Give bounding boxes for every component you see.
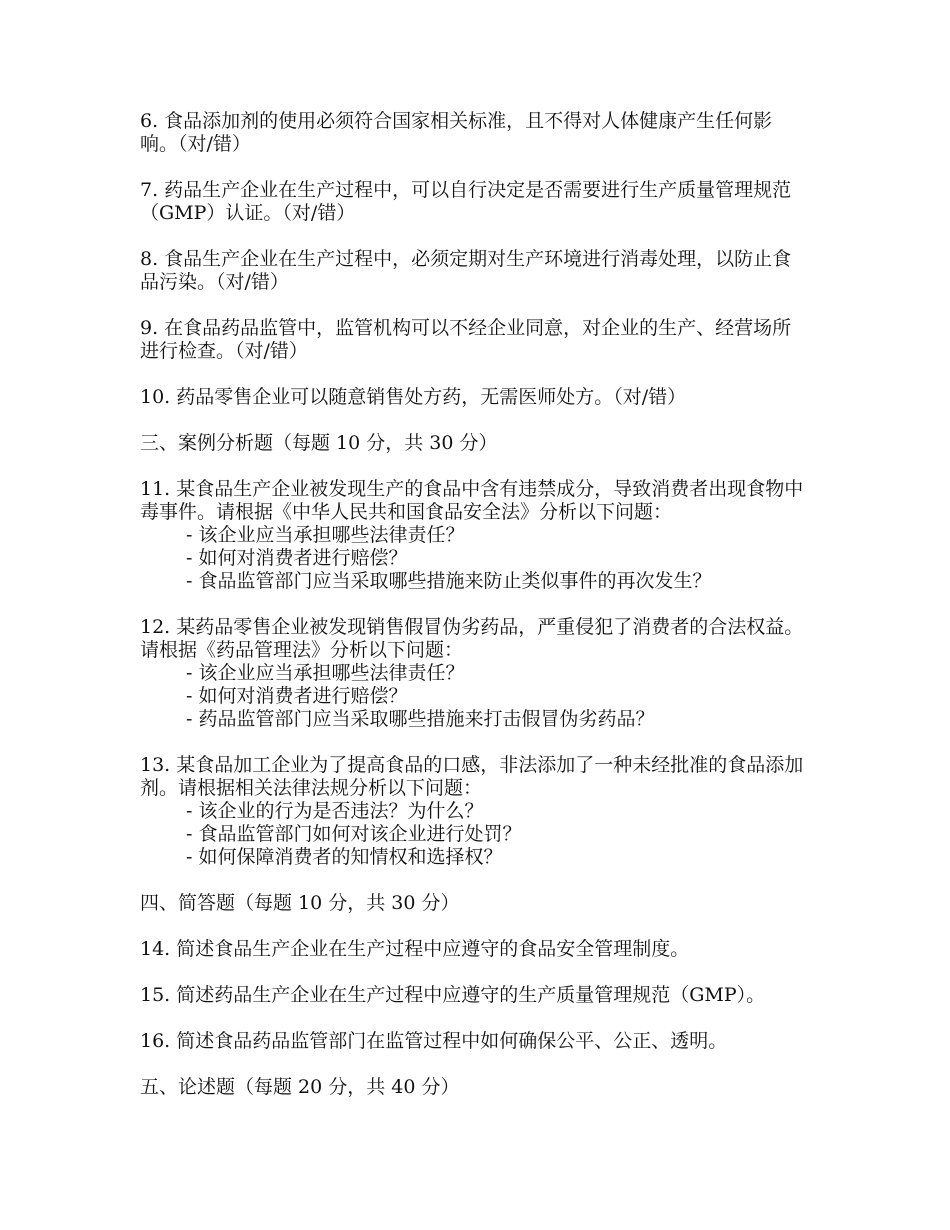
case-question-13 <box>140 754 810 869</box>
question-16: 16. 简述食品药品监管部门在监管过程中如何确保公平、公正、透明。 <box>140 1030 728 1052</box>
case-question-12 <box>140 616 810 731</box>
question-9: 9. 在食品药品监管中，监管机构可以不经企业同意，对企业的生产、经营场所进行检查。（对/错） <box>140 317 792 362</box>
case-question-11 <box>140 478 810 593</box>
case-question-text: 12. 某药品零售企业被发现销售假冒伪劣药品，严重侵犯了消费者的合法权益。请根据《药品管理法》分析以下问题： <box>140 616 804 661</box>
sub-question: - 食品监管部门应当采取哪些措施来防止类似事件的再次发生？ <box>186 570 712 592</box>
section-heading-case-analysis: 三、案例分析题（每题 10 分，共 30 分） <box>140 432 498 454</box>
sub-question: - 如何保障消费者的知情权和选择权？ <box>186 846 503 868</box>
section-heading-short-answer: 四、简答题（每题 10 分，共 30 分） <box>140 892 460 914</box>
sub-question: - 如何对消费者进行赔偿？ <box>186 547 408 569</box>
case-question-text: 11. 某食品生产企业被发现生产的食品中含有违禁成分，导致消费者出现食物中毒事件。请根据《中华人民共和国食品安全法》分析以下问题： <box>140 478 804 523</box>
question-8: 8. 食品生产企业在生产过程中，必须定期对生产环境进行消毒处理，以防止食品污染。（对/错） <box>140 248 792 293</box>
question-6: 6. 食品添加剂的使用必须符合国家相关标准，且不得对人体健康产生任何影响。（对/错） <box>140 110 773 155</box>
question-15: 15. 简述药品生产企业在生产过程中应遵守的生产质量管理规范（GMP）。 <box>140 984 766 1006</box>
sub-question: - 该企业的行为是否违法？为什么？ <box>186 800 484 822</box>
question-14: 14. 简述食品生产企业在生产过程中应遵守的食品安全管理制度。 <box>140 938 690 960</box>
sub-question: - 该企业应当承担哪些法律责任？ <box>186 524 465 546</box>
sub-question: - 如何对消费者进行赔偿？ <box>186 685 408 707</box>
sub-question: - 食品监管部门如何对该企业进行处罚？ <box>186 823 522 845</box>
question-10: 10. 药品零售企业可以随意销售处方药，无需医师处方。（对/错） <box>140 386 687 408</box>
case-question-text: 13. 某食品加工企业为了提高食品的口感，非法添加了一种未经批准的食品添加剂。请根据相关法律法规分析以下问题： <box>140 754 804 799</box>
question-7: 7. 药品生产企业在生产过程中，可以自行决定是否需要进行生产质量管理规范（GMP）认证。（对/错） <box>140 179 792 224</box>
section-heading-essay: 五、论述题（每题 20 分，共 40 分） <box>140 1076 460 1098</box>
sub-question: - 该企业应当承担哪些法律责任？ <box>186 662 465 684</box>
document-content <box>140 110 810 1122</box>
sub-question: - 药品监管部门应当采取哪些措施来打击假冒伪劣药品？ <box>186 708 655 730</box>
